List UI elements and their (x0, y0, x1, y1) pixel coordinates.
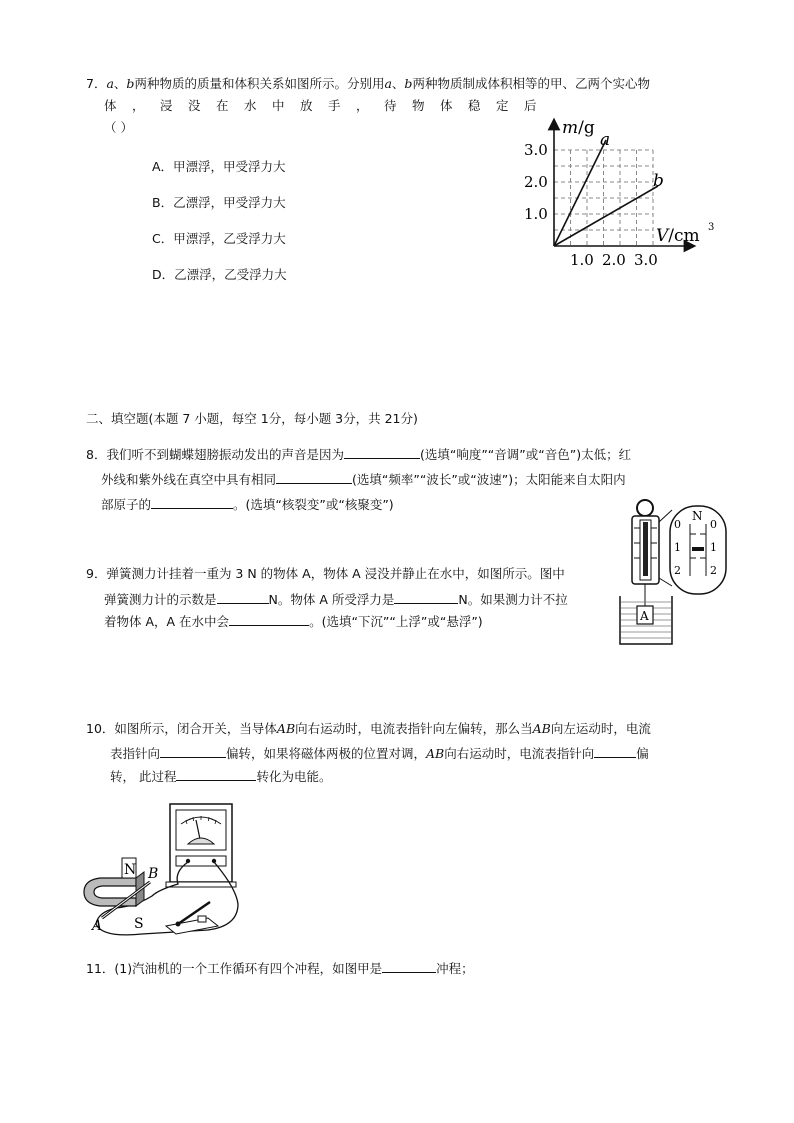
q7-var-a: a (106, 76, 114, 91)
q9-tick-left: 2 (674, 564, 681, 577)
q9-text: 弹簧测力计的示数是 (104, 592, 217, 607)
q8-blank-3[interactable] (151, 494, 233, 509)
q7-line-a-label: a (600, 130, 611, 150)
q9-text: N。物体 A 所受浮力是 (268, 592, 395, 607)
q10-text: 偏 (636, 746, 649, 761)
q7-answer-paren[interactable]: （ ） (104, 120, 133, 135)
q10-blank-3[interactable] (176, 766, 256, 781)
q11-line1 (86, 958, 474, 979)
q8-text: 外线和紫外线在真空中具有相同 (101, 472, 277, 487)
q8-line3 (101, 494, 394, 515)
q7-option-b[interactable]: B．乙漂浮，甲受浮力大 (152, 195, 286, 210)
q10-text: 表指针向 (110, 746, 161, 761)
q9-spring-scale-figure (610, 498, 730, 648)
q10-south-label: S (134, 916, 144, 932)
q9-number: 9． (86, 566, 107, 581)
q10-line3 (110, 766, 332, 787)
q7-option-d[interactable]: D．乙漂浮，乙受浮力大 (152, 267, 287, 282)
q10-point-a: A (92, 918, 103, 934)
q9-text: N。如果测力计不拉 (458, 592, 568, 607)
q10-text: 向左运动时，电流 (550, 721, 651, 736)
q9-blank-2[interactable] (394, 589, 458, 604)
q8-text: (选填“频率”“波长”或“波速”)；太阳能来自太阳内 (352, 472, 626, 487)
q7-text2: 两种物质制成体积相等的甲、乙两个实心物 (412, 76, 650, 91)
q11-number: 11． (86, 961, 115, 976)
q10-text: 转， 此过程 (110, 769, 177, 784)
q8-blank-2[interactable] (276, 469, 352, 484)
q9-tick-left: 1 (674, 541, 681, 554)
q7-mass-volume-graph (510, 112, 730, 272)
q10-point-b: B (148, 866, 159, 882)
q7-sep: 、 (113, 76, 127, 91)
q9-line1 (86, 564, 565, 584)
q7-y-tick: 2.0 (524, 173, 548, 191)
q10-text: 向右运动时，电流表指针向 (444, 746, 595, 761)
q9-blank-1[interactable] (217, 589, 269, 604)
q7-line2: 体，浸没在水中放手，待物体稳定后 (104, 98, 553, 113)
q7-var-b: b (126, 76, 135, 91)
q10-text: 偏转，如果将磁体两极的位置对调， (226, 746, 427, 761)
q7-text1: 两种物质的质量和体积关系如图所示。分别用 (134, 76, 385, 91)
q10-var-ab: AB (426, 746, 445, 761)
q7-x-tick: 2.0 (602, 251, 626, 269)
q9-tick-left: 0 (674, 518, 681, 531)
q8-text: 部原子的 (101, 497, 152, 512)
q9-block-label: A (640, 609, 649, 623)
q10-line1 (86, 719, 651, 739)
q9-unit-label: N (692, 509, 703, 523)
q10-north-label: N (124, 862, 137, 878)
q10-var-ab: AB (532, 721, 551, 736)
q8-text: 。(选填“核裂变”或“核聚变”) (233, 497, 394, 512)
q10-text: 向右运动时，电流表指针向左偏转，那么当 (295, 721, 533, 736)
q9-text: 弹簧测力计挂着一重为 3 N 的物体 A，物体 A 浸没并静止在水中，如图所示。图中 (106, 566, 565, 581)
q9-line2 (104, 589, 568, 610)
q7-var-a2: a (384, 76, 392, 91)
q11-text: (1)汽油机的一个工作循环有四个冲程，如图甲是 (114, 961, 383, 976)
q7-option-a[interactable]: A．甲漂浮，甲受浮力大 (152, 159, 286, 174)
q8-number: 8． (86, 447, 107, 462)
q10-blank-2[interactable] (594, 743, 636, 758)
q7-x-axis-label-sup: 3 (708, 222, 715, 233)
q10-var-ab: AB (276, 721, 296, 736)
q7-y-tick: 3.0 (524, 141, 548, 159)
q7-sep2: 、 (391, 76, 405, 91)
q7-line-b-label: b (653, 171, 664, 191)
q11-text: 冲程； (436, 961, 474, 976)
q10-number: 10． (86, 721, 115, 736)
q7-x-tick: 1.0 (570, 251, 594, 269)
q7-var-b2: b (404, 76, 413, 91)
section2-title: 二、填空题(本题 7 小题，每空 1分，每小题 3分，共 21分) (86, 411, 418, 426)
q8-line1 (86, 444, 631, 465)
q9-text: 着物体 A，A 在水中会 (104, 614, 230, 629)
q10-induction-figure (78, 800, 248, 940)
q9-line3 (104, 611, 483, 632)
q7-y-tick: 1.0 (524, 205, 548, 223)
q8-blank-1[interactable] (344, 444, 420, 459)
q10-blank-1[interactable] (160, 743, 226, 758)
q9-tick-right: 1 (710, 541, 717, 554)
q8-line2 (101, 469, 626, 490)
q9-tick-right: 0 (710, 518, 717, 531)
q9-blank-3[interactable] (229, 611, 309, 626)
q10-text: 转化为电能。 (256, 769, 332, 784)
q9-tick-right: 2 (710, 564, 717, 577)
q9-text: 。(选填“下沉”“上浮”或“悬浮”) (309, 614, 483, 629)
q11-blank-1[interactable] (382, 958, 436, 973)
q10-text: 如图所示，闭合开关，当导体 (114, 721, 277, 736)
q7-y-axis-label: m/g (562, 118, 595, 138)
q10-line2 (110, 743, 649, 764)
q7-x-tick: 3.0 (634, 251, 658, 269)
q7-option-c[interactable]: C．甲漂浮，乙受浮力大 (152, 231, 286, 246)
q7-line1 (86, 74, 650, 94)
q7-number: 7． (86, 76, 107, 91)
q7-x-axis-label: V/cm (656, 226, 700, 246)
q8-text: (选填“响度”“音调”或“音色”)太低；红 (419, 447, 632, 462)
q8-text: 我们听不到蝴蝶翅膀振动发出的声音是因为 (106, 447, 344, 462)
